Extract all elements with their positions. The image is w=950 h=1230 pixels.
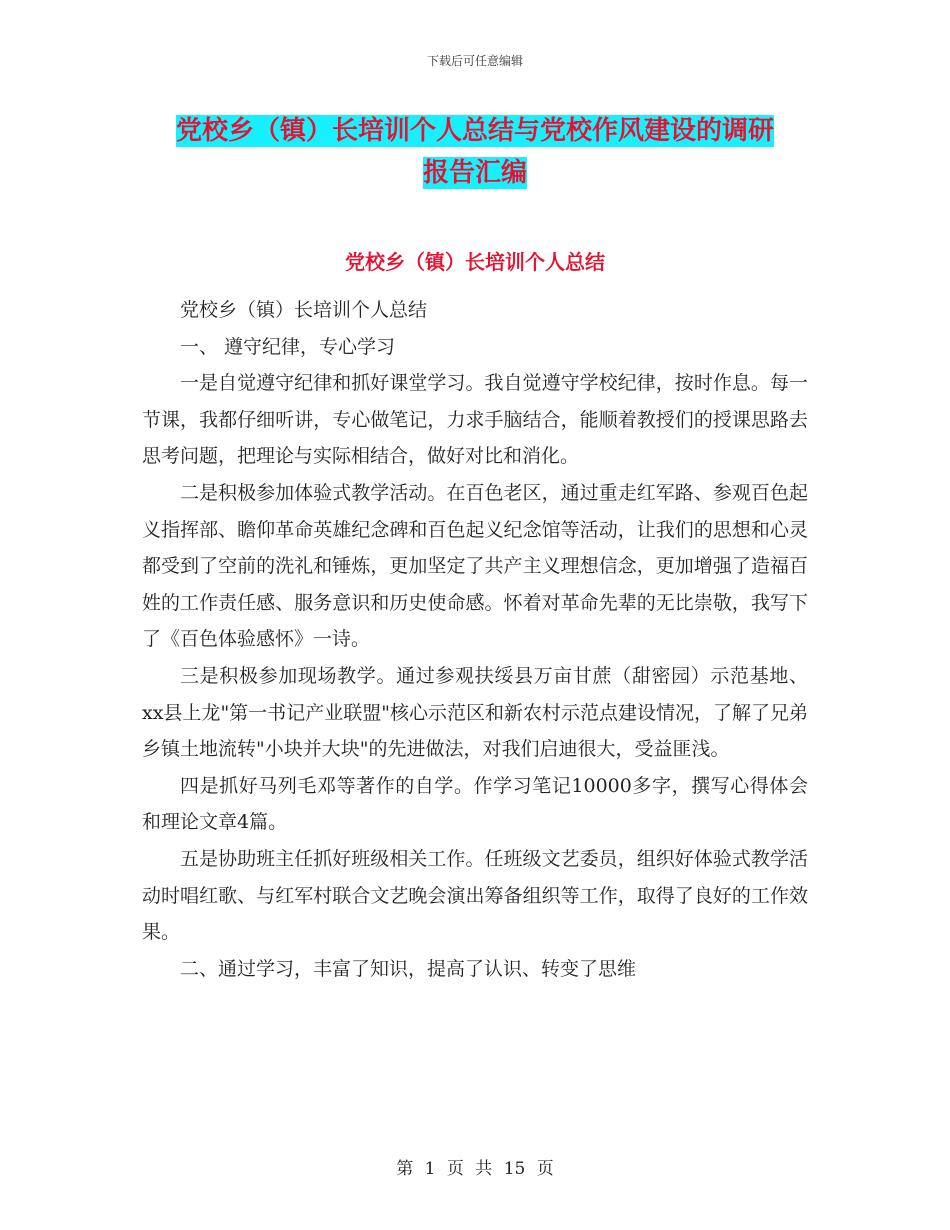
- paragraph: 四是抓好马列毛邓等著作的自学。作学习笔记10000多字，撰写心得体会和理论文章4篇。: [142, 774, 808, 834]
- document-title: [0, 110, 950, 194]
- paragraph: 二、通过学习，丰富了知识，提高了认识、转变了思维: [180, 957, 637, 980]
- title-line-1: 党校乡（镇）长培训个人总结与党校作风建设的调研: [175, 116, 774, 146]
- paragraph: 党校乡（镇）长培训个人总结: [180, 299, 428, 321]
- page-footer: 第 1 页 共 15 页: [396, 1159, 554, 1179]
- paragraph: 一是自觉遵守纪律和抓好课堂学习。我自觉遵守学校纪律，按时作息。每一节课，我都仔细听讲，专心做笔记，力求手脑结合，能顺着教授们的授课思路去思考问题，把理论与实际相结合，做好对比和消化。: [142, 372, 808, 468]
- paragraph: 二是积极参加体验式教学活动。在百色老区，通过重走红军路、参观百色起义指挥部、瞻仰革命英雄纪念碑和百色起义纪念馆等活动，让我们的思想和心灵都受到了空前的洗礼和锤炼，更加坚定了共产主义理想信念，更加增强了造福百姓的工作责任感、服务意识和历史使命感。怀着对革命先辈的无比崇敬，我写下了《百色体验感怀》一诗。: [142, 481, 808, 651]
- document-body: [142, 292, 808, 987]
- header-note: 下载后可任意编辑: [426, 54, 523, 68]
- paragraph: 三是积极参加现场教学。通过参观扶绥县万亩甘蔗（甜密园）示范基地、xx县上龙"第一书记产业联盟"核心示范区和新农村示范点建设情况，了解了兄弟乡镇土地流转"小块并大块"的先进做法，对我们启迪很大，受益匪浅。: [142, 664, 808, 761]
- title-line-2: 报告汇编: [422, 158, 527, 188]
- paragraph: 一、 遵守纪律，专心学习: [180, 335, 396, 358]
- paragraph: 五是协助班主任抓好班级相关工作。任班级文艺委员，组织好体验式教学活动时唱红歌、与红军村联合文艺晚会演出筹备组织等工作，取得了良好的工作效果。: [142, 847, 808, 944]
- section-title: 党校乡（镇）长培训个人总结: [345, 250, 605, 274]
